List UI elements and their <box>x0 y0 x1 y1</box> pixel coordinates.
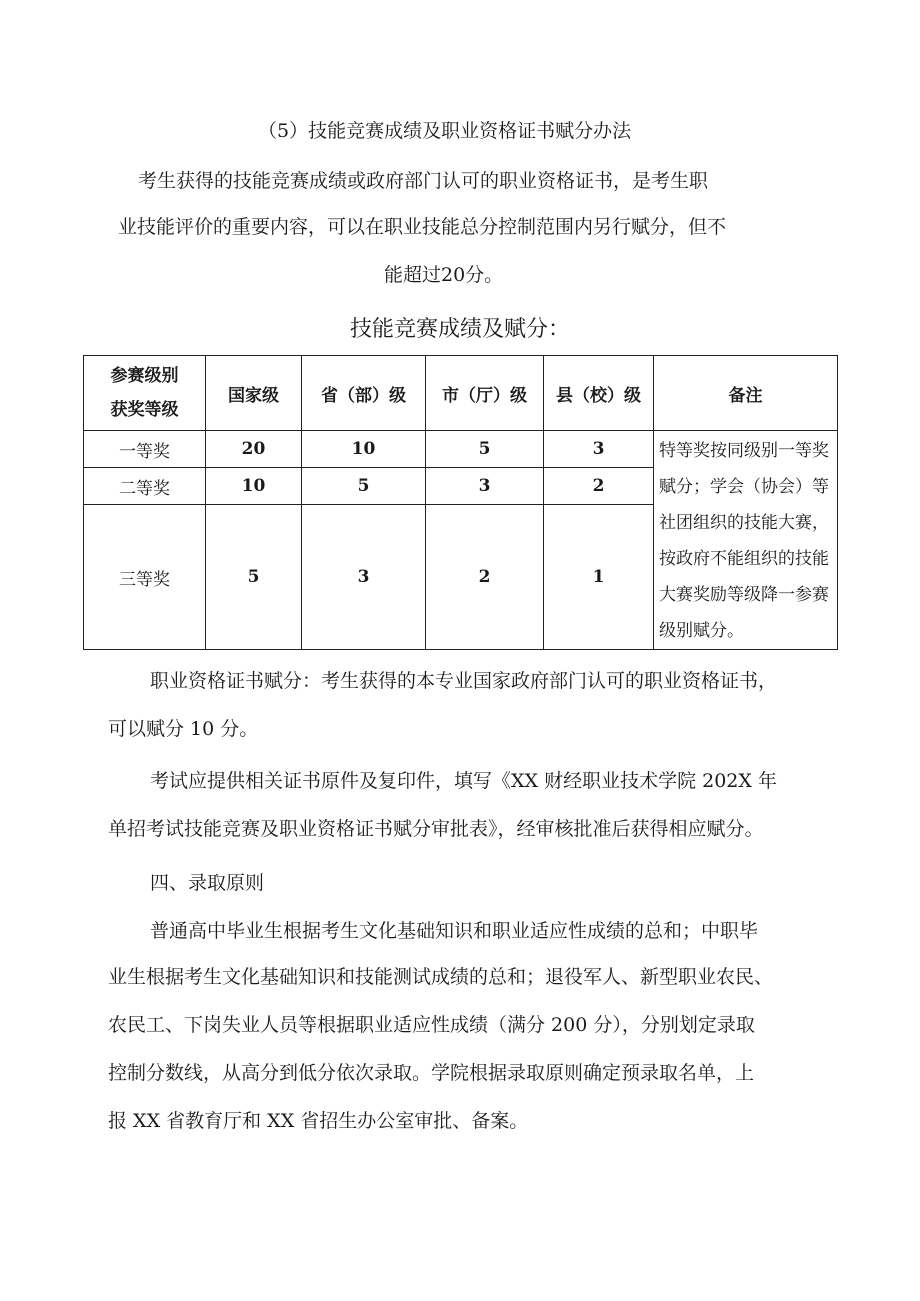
award-score-table <box>83 355 838 650</box>
score-cell: 5 <box>426 431 544 468</box>
admission-line-4: 控制分数线，从高分到低分依次录取。学院根据录取原则确定预录取名单，上 <box>108 1062 755 1084</box>
score-cell: 2 <box>426 505 544 650</box>
row-label: 三等奖 <box>84 505 206 650</box>
materials-line-2: 单招考试技能竞赛及职业资格证书赋分审批表》，经审核批准后获得相应赋分。 <box>108 818 764 840</box>
score-cell: 20 <box>206 431 302 468</box>
table-header-row <box>84 356 838 431</box>
intro-line-2: 业技能评价的重要内容，可以在职业技能总分控制范围内另行赋分，但不 <box>118 216 727 238</box>
score-cell: 3 <box>426 468 544 505</box>
score-cell: 1 <box>544 505 654 650</box>
col-header-county: 县（校）级 <box>544 356 654 431</box>
admission-line-3: 农民工、下岗失业人员等根据职业适应性成绩（满分 200 分），分别划定录取 <box>108 1014 755 1036</box>
score-cell: 2 <box>544 468 654 505</box>
col-header-remark: 备注 <box>654 356 838 431</box>
section-heading: （5）技能竞赛成绩及职业资格证书赋分办法 <box>258 120 632 142</box>
admission-line-5: 报 XX 省教育厅和 XX 省招生办公室审批、备案。 <box>108 1110 529 1132</box>
score-cell: 3 <box>302 505 426 650</box>
score-cell: 5 <box>206 505 302 650</box>
table-row <box>84 431 838 468</box>
intro-line-3: 能超过20分。 <box>384 264 504 286</box>
intro-line-1: 考生获得的技能竞赛成绩或政府部门认可的职业资格证书，是考生职 <box>138 170 709 192</box>
row-label: 二等奖 <box>84 468 206 505</box>
score-cell: 5 <box>302 468 426 505</box>
corner-header-cell <box>84 356 206 431</box>
certificate-line-1: 职业资格证书赋分：考生获得的本专业国家政府部门认可的职业资格证书， <box>150 670 778 692</box>
score-cell: 10 <box>302 431 426 468</box>
col-header-national: 国家级 <box>206 356 302 431</box>
score-cell: 3 <box>544 431 654 468</box>
score-cell: 10 <box>206 468 302 505</box>
admission-heading: 四、录取原则 <box>150 872 265 894</box>
admission-line-2: 业生根据考生文化基础知识和技能测试成绩的总和；退役军人、新型职业农民、 <box>108 966 774 988</box>
row-label: 一等奖 <box>84 431 206 468</box>
remark-cell: 特等奖按同级别一等奖赋分；学会（协会）等社团组织的技能大赛，按政府不能组织的技能大赛奖励等级降一参赛级别赋分。 <box>654 431 838 650</box>
col-header-municipal: 市（厅）级 <box>426 356 544 431</box>
admission-line-1: 普通高中毕业生根据考生文化基础知识和职业适应性成绩的总和；中职毕 <box>150 920 759 942</box>
corner-award-label: 获奖等级 <box>110 400 179 420</box>
materials-line-1: 考试应提供相关证书原件及复印件，填写《XX 财经职业技术学院 202X 年 <box>150 770 777 792</box>
certificate-line-2: 可以赋分 10 分。 <box>108 718 259 740</box>
corner-level-label: 参赛级别 <box>110 366 179 386</box>
table-title: 技能竞赛成绩及赋分： <box>349 317 570 342</box>
col-header-provincial: 省（部）级 <box>302 356 426 431</box>
